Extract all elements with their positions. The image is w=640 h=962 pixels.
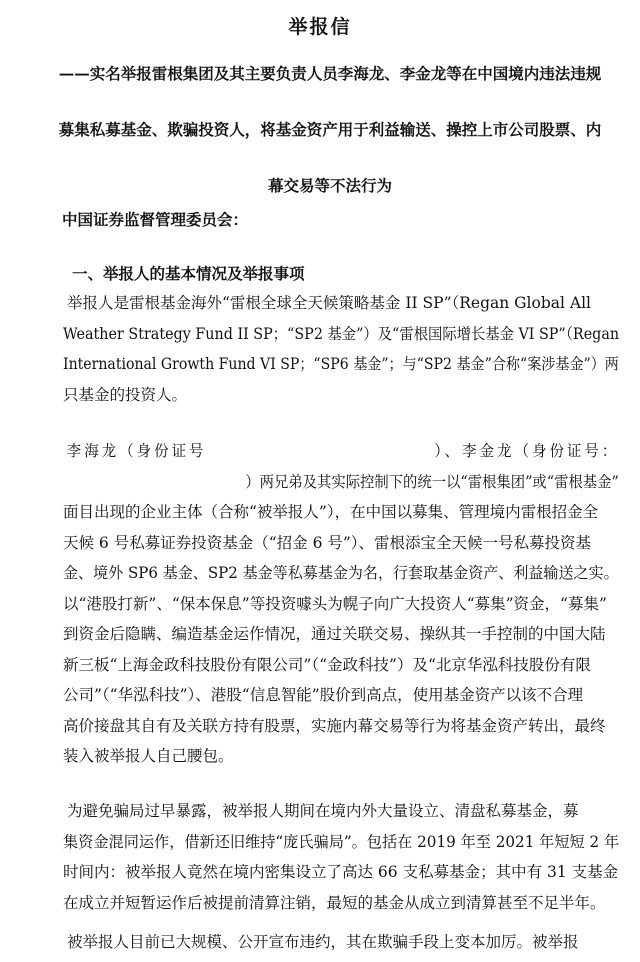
paragraph-line: 被举报人目前已大规模、公开宣布违约，其在欺骗手段上变本加厉。被举报 xyxy=(67,933,579,951)
paragraph-accused xyxy=(63,436,619,772)
paragraph-line: 举报人是雷根基金海外“雷根全球全天候策略基金 II SP”（Regan Global All xyxy=(67,294,591,312)
paragraph-line: 时间内：被举报人竟然在境内密集设立了高达 66 支私募基金；其中有 31 支基金 xyxy=(63,863,619,881)
subtitle-line: ——实名举报雷根集团及其主要负责人员李海龙、李金龙等在中国境内违法违规 xyxy=(58,64,602,83)
paragraph-line: 装入被举报人自己腰包。 xyxy=(63,747,234,765)
paragraph-line: 集资金混同运作，借新还旧维持“庞氏骗局”。包括在 2019 年至 2021 年短短 2 年 xyxy=(63,832,620,851)
paragraph-default xyxy=(63,927,619,958)
document-title: 举报信 xyxy=(288,16,352,38)
subtitle-line: 幕交易等不法行为 xyxy=(267,176,392,195)
paragraph-line: 为避免骗局过早暴露，被举报人期间在境内外大量设立、清盘私募基金，募 xyxy=(67,802,579,820)
paragraph-line: 在成立并短暂运作后被提前清算注销，最短的基金从成立到清算甚至不足半年。 xyxy=(63,893,606,912)
paragraph-line: ）两兄弟及其实际控制下的统一以“雷根集团”或“雷根基金” xyxy=(63,472,619,491)
paragraph-ponzi xyxy=(63,796,619,918)
paragraph-line: 到资金后隐瞒、编造基金运作情况，通过关联交易、操纵其一手控制的中国大陆 xyxy=(63,625,606,643)
paragraph-reporter-info xyxy=(63,288,619,410)
subtitle-line: 募集私募基金、欺骗投资人，将基金资产用于利益输送、操控上市公司股票、内 xyxy=(58,120,602,139)
paragraph-line: 只基金的投资人。 xyxy=(63,385,188,404)
addressee: 中国证券监督管理委员会： xyxy=(62,210,249,229)
paragraph-line: 金、境外 SP6 基金、SP2 基金等私募基金为名，行套取基金资产、利益输送之实。 xyxy=(63,564,619,582)
paragraph-line: Weather Strategy Fund II SP；“SP2 基金”）及“雷根国际增长基金 VI SP”（Regan xyxy=(63,324,620,343)
paragraph-line: 天候 6 号私募证券投资基金（“招金 6 号”）、雷根添宝全天候一号私募投资基 xyxy=(63,533,592,552)
paragraph-line: 新三板“上海金政科技股份有限公司”（“金政科技”）及“北京华泓科技股份有限 xyxy=(63,655,591,674)
paragraph-line: 以“港股打新”、“保本保息”等投资噱头为幌子向广大投资人“募集”资金，“募集” xyxy=(63,594,607,613)
paragraph-line: 公司”（“华泓科技”）、港股“信息智能”股价到高点，使用基金资产以该不合理 xyxy=(63,686,584,704)
document-subtitle xyxy=(52,60,608,200)
paragraph-line: 面目出现的企业主体（合称“被举报人”），在中国以募集、管理境内雷根招金全 xyxy=(63,503,599,521)
paragraph-line: 高价接盘其自有及关联方持有股票，实施内幕交易等行为将基金资产转出，最终 xyxy=(63,716,606,735)
paragraph-line: International Growth Fund VI SP；“SP6 基金”；与“SP2 基金”合称“案涉基金”）两 xyxy=(63,355,619,373)
paragraph-line: 李海龙（身份证号 ）、李金龙（身份证号： xyxy=(66,442,620,460)
section-heading: 一、举报人的基本情况及举报事项 xyxy=(72,264,305,283)
